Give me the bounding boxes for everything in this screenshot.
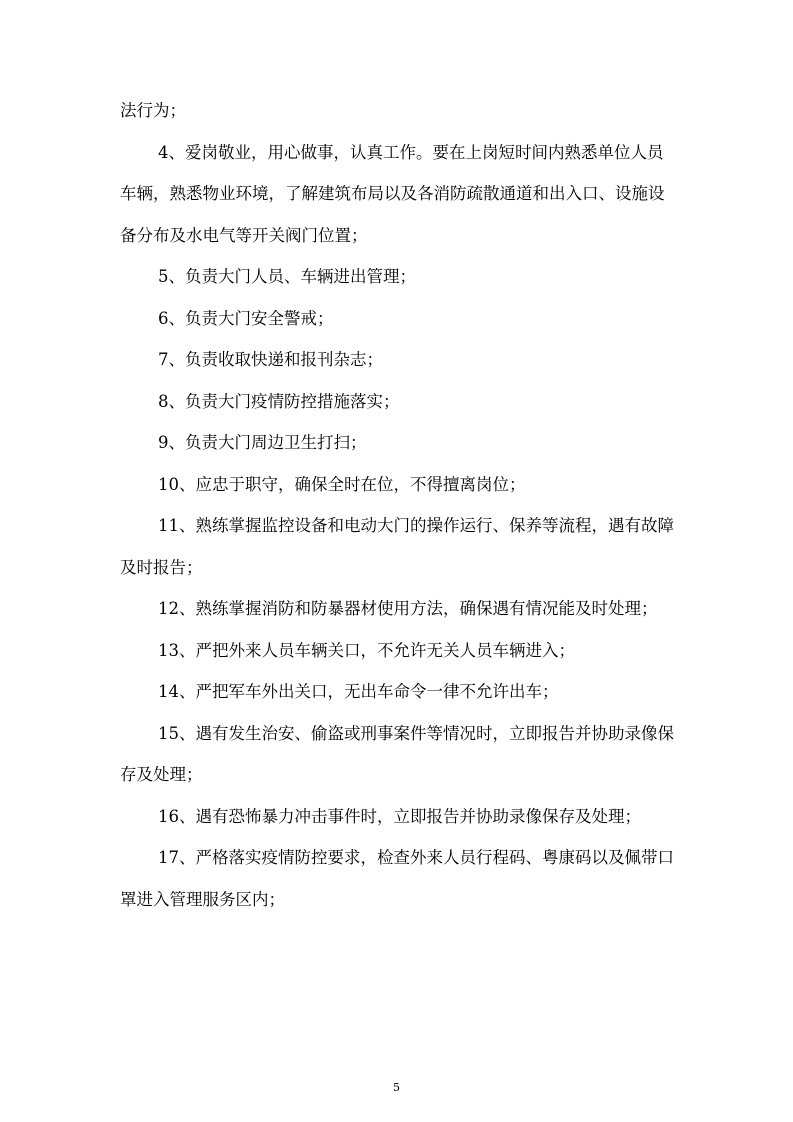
paragraph-item-15: 15、遇有发生治安、偷盗或刑事案件等情况时，立即报告并协助录像保存及处理；: [120, 723, 674, 784]
page-number: 5: [393, 1081, 400, 1094]
paragraph-item-10: 10、应忠于职守，确保全时在位，不得擅离岗位；: [158, 474, 526, 494]
paragraph-item-17: 17、严格落实疫情防控要求，检查外来人员行程码、粤康码以及佩带口罩进入管理服务区内；: [120, 848, 674, 909]
paragraph-item-5: 5、负责大门人员、车辆进出管理；: [158, 267, 416, 286]
paragraph-item-4: 4、爱岗敬业，用心做事，认真工作。要在上岗短时间内熟悉单位人员车辆，熟悉物业环境，了解建筑布局以及各消防疏散通道和出入口、设施设备分布及水电气等开关阀门位置；: [120, 142, 665, 245]
paragraph-item-6: 6、负责大门安全警戒；: [158, 308, 334, 328]
paragraph-item-14: 14、严把军车外出关口，无出车命令一律不允许出车；: [158, 682, 559, 701]
paragraph-item-8: 8、负责大门疫情防控措施落实；: [158, 391, 400, 411]
paragraph-item-9: 9、负责大门周边卫生打扫；: [158, 433, 367, 452]
paragraph-item-13: 13、严把外来人员车辆关口，不允许无关人员车辆进入；: [158, 640, 575, 660]
paragraph-item-12: 12、熟练掌握消防和防暴器材使用方法，确保遇有情况能及时处理；: [158, 599, 658, 618]
paragraph-continuation: 法行为；: [120, 101, 186, 120]
paragraph-item-7: 7、负责收取快递和报刊杂志；: [158, 350, 383, 369]
document-body: [120, 90, 676, 920]
paragraph-item-16: 16、遇有恐怖暴力冲击事件时，立即报告并协助录像保存及处理；: [158, 806, 641, 826]
paragraph-item-11: 11、熟练掌握监控设备和电动大门的操作运行、保养等流程，遇有故障及时报告；: [120, 516, 674, 577]
